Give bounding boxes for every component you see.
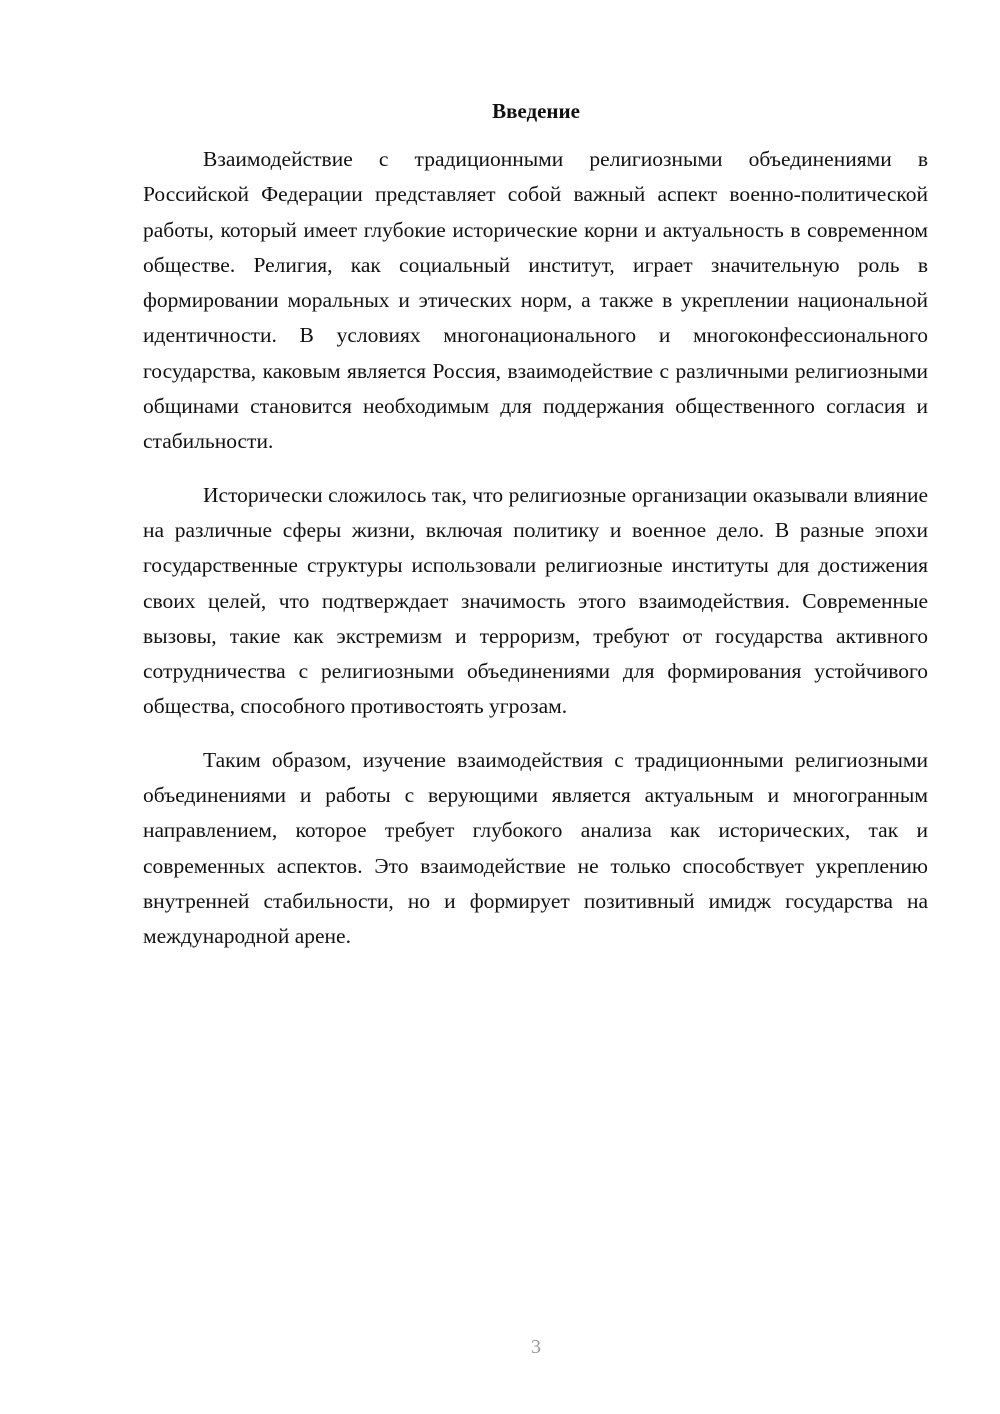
page-number: 3 xyxy=(531,1336,541,1358)
body-text xyxy=(143,142,928,955)
section-heading: Введение xyxy=(492,99,580,123)
paragraph-2: Исторически сложилось так, что религиозные организации оказывали влияние на различные сферы жизни, включая политику и военное дело. В разные эпохи государственные структуры использовали религиозные институты для достижения своих целей, что подтверждает значимость этого взаимодействия. Современные вызовы, такие как экстремизм и терроризм, требуют от государства активного сотрудничества с религиозными объединениями для формирования устойчивого общества, способного противостоять угрозам. xyxy=(143,482,928,719)
paragraph-1: Взаимодействие с традиционными религиозными объединениями в Российской Федерации представляет собой важный аспект военно-политической работы, который имеет глубокие исторические корни и актуальность в современном обществе. Религия, как социальный институт, играет значительную роль в формировании моральных и этических норм, а также в укреплении национальной идентичности. В условиях многонационального и многоконфессионального государства, каковым является Россия, взаимодействие с различными религиозными общинами становится необходимым для поддержания общественного согласия и стабильности. xyxy=(143,147,928,454)
paragraph-3: Таким образом, изучение взаимодействия с традиционными религиозными объединениями и работы с верующими является актуальным и многогранным направлением, которое требует глубокого анализа как исторических, так и современных аспектов. Это взаимодействие не только способствует укреплению внутренней стабильности, но и формирует позитивный имидж государства на международной арене. xyxy=(143,747,928,949)
